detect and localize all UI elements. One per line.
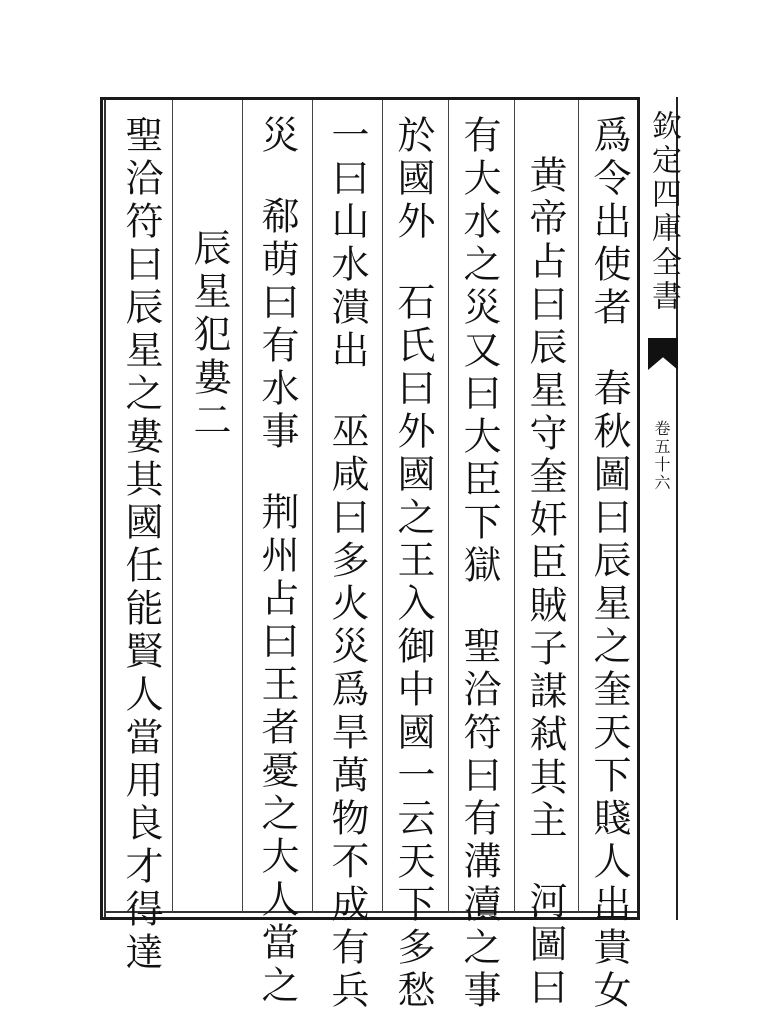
text-segment: 巫咸曰多火災爲旱萬物不成有兵 <box>325 411 369 1013</box>
text-column-2 <box>523 155 567 1010</box>
text-segment: 郗萌曰有水事 <box>255 196 299 454</box>
frame-inner-left-rule <box>104 100 106 917</box>
text-column-1 <box>587 115 631 1013</box>
column-rule <box>312 100 313 913</box>
section-heading: 辰星犯婁二 <box>187 228 231 443</box>
text-column-6 <box>255 115 299 1008</box>
text-column-5 <box>325 115 369 1013</box>
section-heading-column <box>187 228 231 443</box>
column-rule <box>448 100 449 913</box>
text-segment: 於國外 <box>391 115 435 244</box>
text-segment: 聖洽符曰有溝瀆之事 <box>457 626 501 1013</box>
text-segment: 爲令出使者 <box>587 115 631 330</box>
volume-label: 卷五十六 <box>652 420 671 492</box>
column-rule <box>172 100 173 913</box>
text-segment: 河圖曰 <box>523 881 567 1010</box>
column-rule <box>242 100 243 913</box>
column-rule <box>382 100 383 913</box>
column-rule <box>578 100 579 913</box>
text-column-3 <box>457 115 501 1013</box>
text-segment: 一曰山水潰出 <box>325 115 369 373</box>
fish-tail-mark <box>648 338 678 370</box>
text-segment: 春秋圖曰辰星之奎天下賤人出貴女 <box>587 368 631 1013</box>
text-segment: 有大水之災又曰大臣下獄 <box>457 115 501 588</box>
text-column-4 <box>391 115 435 1013</box>
text-segment: 石氏曰外國之王入御中國一云天下多愁 <box>391 282 435 1013</box>
text-segment: 荆州占曰王者憂之大人當之 <box>255 492 299 1008</box>
book-title: 欽定四庫全書 <box>646 110 681 314</box>
column-rule <box>514 100 515 913</box>
text-segment: 災 <box>255 115 299 158</box>
text-segment: 聖洽符曰辰星之婁其國任能賢人當用良才得達 <box>119 115 163 975</box>
text-segment: 黄帝占曰辰星守奎奸臣賊子謀弒其主 <box>523 155 567 843</box>
text-column-8 <box>119 115 163 975</box>
